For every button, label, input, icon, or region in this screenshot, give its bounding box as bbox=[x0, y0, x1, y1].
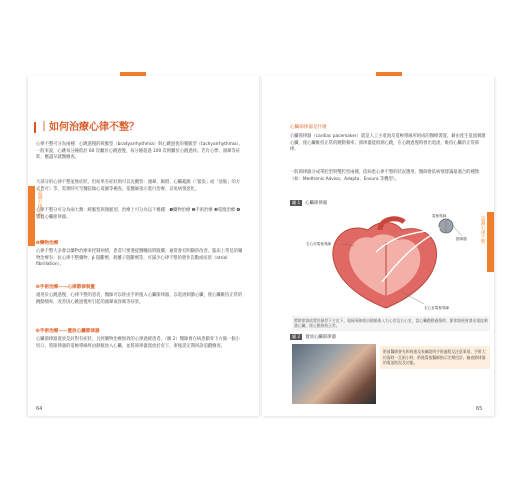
label-atrium-lead: 右心房電極導線 bbox=[306, 242, 332, 246]
paragraph-2: 大部分的心律不整並無症狀，但如果有症狀則可以先觀察：頭暈、胸悶、心臟亂跳（「緊張」或「放鬆」的方式皆可）等，需要時可至醫院做心電圖等檢查，依醫師指示進行治療，以免病情惡化。 bbox=[36, 180, 241, 192]
page-number-left: 64 bbox=[36, 406, 43, 412]
right-heading: 心臟節律器是什麼 bbox=[290, 125, 327, 130]
paragraph-3: 心律不整分可分為兩大類：緩脈型與頻脈型。治療上可分為以下幾種：❶藥物治療 ❷手術治療 ❸電燒治療 ❹裝置心臟節律器。 bbox=[36, 208, 241, 220]
side-tab-left bbox=[28, 186, 35, 246]
section-2-title: ❷手術治療——心律節律裝置 bbox=[36, 285, 96, 290]
label-electrode-lead: 電極導線 bbox=[432, 214, 447, 218]
section-1-title: ❶藥物治療 bbox=[36, 241, 59, 246]
figure-1-tag: 圖 1 bbox=[292, 200, 301, 205]
figure-1-title-text: 心臟節律器 bbox=[305, 201, 328, 206]
side-tab-right bbox=[487, 212, 494, 272]
right-paragraph-2: 一般節律器分成單腔型與雙腔型兩種，依病患心律不整的狀況選用，醫師會依病情建議最適合的種類（如：Medtronic Advisa、Adapta、Ensura 等機型）。 bbox=[290, 170, 480, 182]
surgery-photo bbox=[292, 344, 376, 404]
section-3-text: 心臟節律器置放是針對有症狀、且經藥物治療無效的心律過緩患者。（圖 2）醫師會在病患鎖骨下方做一個小切口，將節律器的電極導線經由靜脈放入心臟，並將節律器置放於皮下，術後需定期回診追蹤檢查。 bbox=[36, 337, 240, 349]
section-3-title: ❸手術治療——置放心臟節律器 bbox=[36, 329, 100, 334]
figure-1-caption: 將節律器放置於鎖骨下方皮下，電極導線經由靜脈進入右心房及右心室，當心臟跳動過慢時，節律器便會發出電流刺激心臟，使心跳維持正常。 bbox=[292, 316, 490, 331]
heart-pacemaker-diagram bbox=[306, 212, 476, 312]
figure-2-title-text: 置放心臟節律器 bbox=[305, 335, 336, 340]
figure-2-note: 術前醫師會先和病患及家屬說明手術過程及注意事項，手術大約需時一至兩小時，術後需依醫師指示定期回診，檢查節律器的電池狀況及功能。 bbox=[380, 346, 490, 369]
label-pacemaker: 節律器 bbox=[456, 237, 467, 241]
label-ventricle-lead: 右心室電極導線 bbox=[424, 306, 450, 310]
side-label-left: 認識心律不整 bbox=[37, 190, 42, 218]
figure-1-title bbox=[290, 200, 327, 206]
figure-2-title bbox=[290, 334, 336, 340]
section-1-text: 心律不整大多會以藥物治療來控制病情，患者只要遵從醫囑按時服藥，通常會有明顯的改善。臨床上常見的藥物治療有：抗心律不整藥物、β 阻斷劑、鈣離子阻斷劑等，可減少心律不整的發作次數或症狀（atrial fibrillation）。 bbox=[36, 249, 243, 268]
leader-line-device bbox=[453, 226, 462, 236]
side-label-right: 認識心律不整 bbox=[480, 216, 485, 244]
page-number-right: 65 bbox=[476, 406, 483, 412]
page-title: ｜如何治療心律不整？ bbox=[34, 122, 139, 133]
section-2-text: 適用於心跳過慢、心律不整的患者，醫師可以經由手術植入心臟節律器，以電流刺激心臟，使心臟維持正常的跳動頻率，改善因心跳過慢所引起的頭暈或昏厥等症狀。 bbox=[36, 293, 243, 305]
intro-paragraph: 心律不整可分為兩種：心跳過慢的緩脈型（bradyarrhythmia）與心跳過快的頻脈型（tachyarrhythmia）。一般來說，心跳每分鐘低於 60 次屬於心跳過慢，每分鐘超過 100 次則屬於心跳過快。若有心悸、頭暈等症狀，應盡早就醫檢查。 bbox=[36, 142, 244, 161]
figure-2-tag: 圖 2 bbox=[292, 334, 301, 339]
right-paragraph-1: 心臟節律器（cardiac pacemaker）就是人工小電池及電極導線所組成的醫療裝置，藉由產生電流刺激心臟，使心臟維持正常的跳動頻率。節律器能偵測心跳，在心跳過慢時發出電流，維持心臟的正常節律。 bbox=[290, 134, 486, 153]
